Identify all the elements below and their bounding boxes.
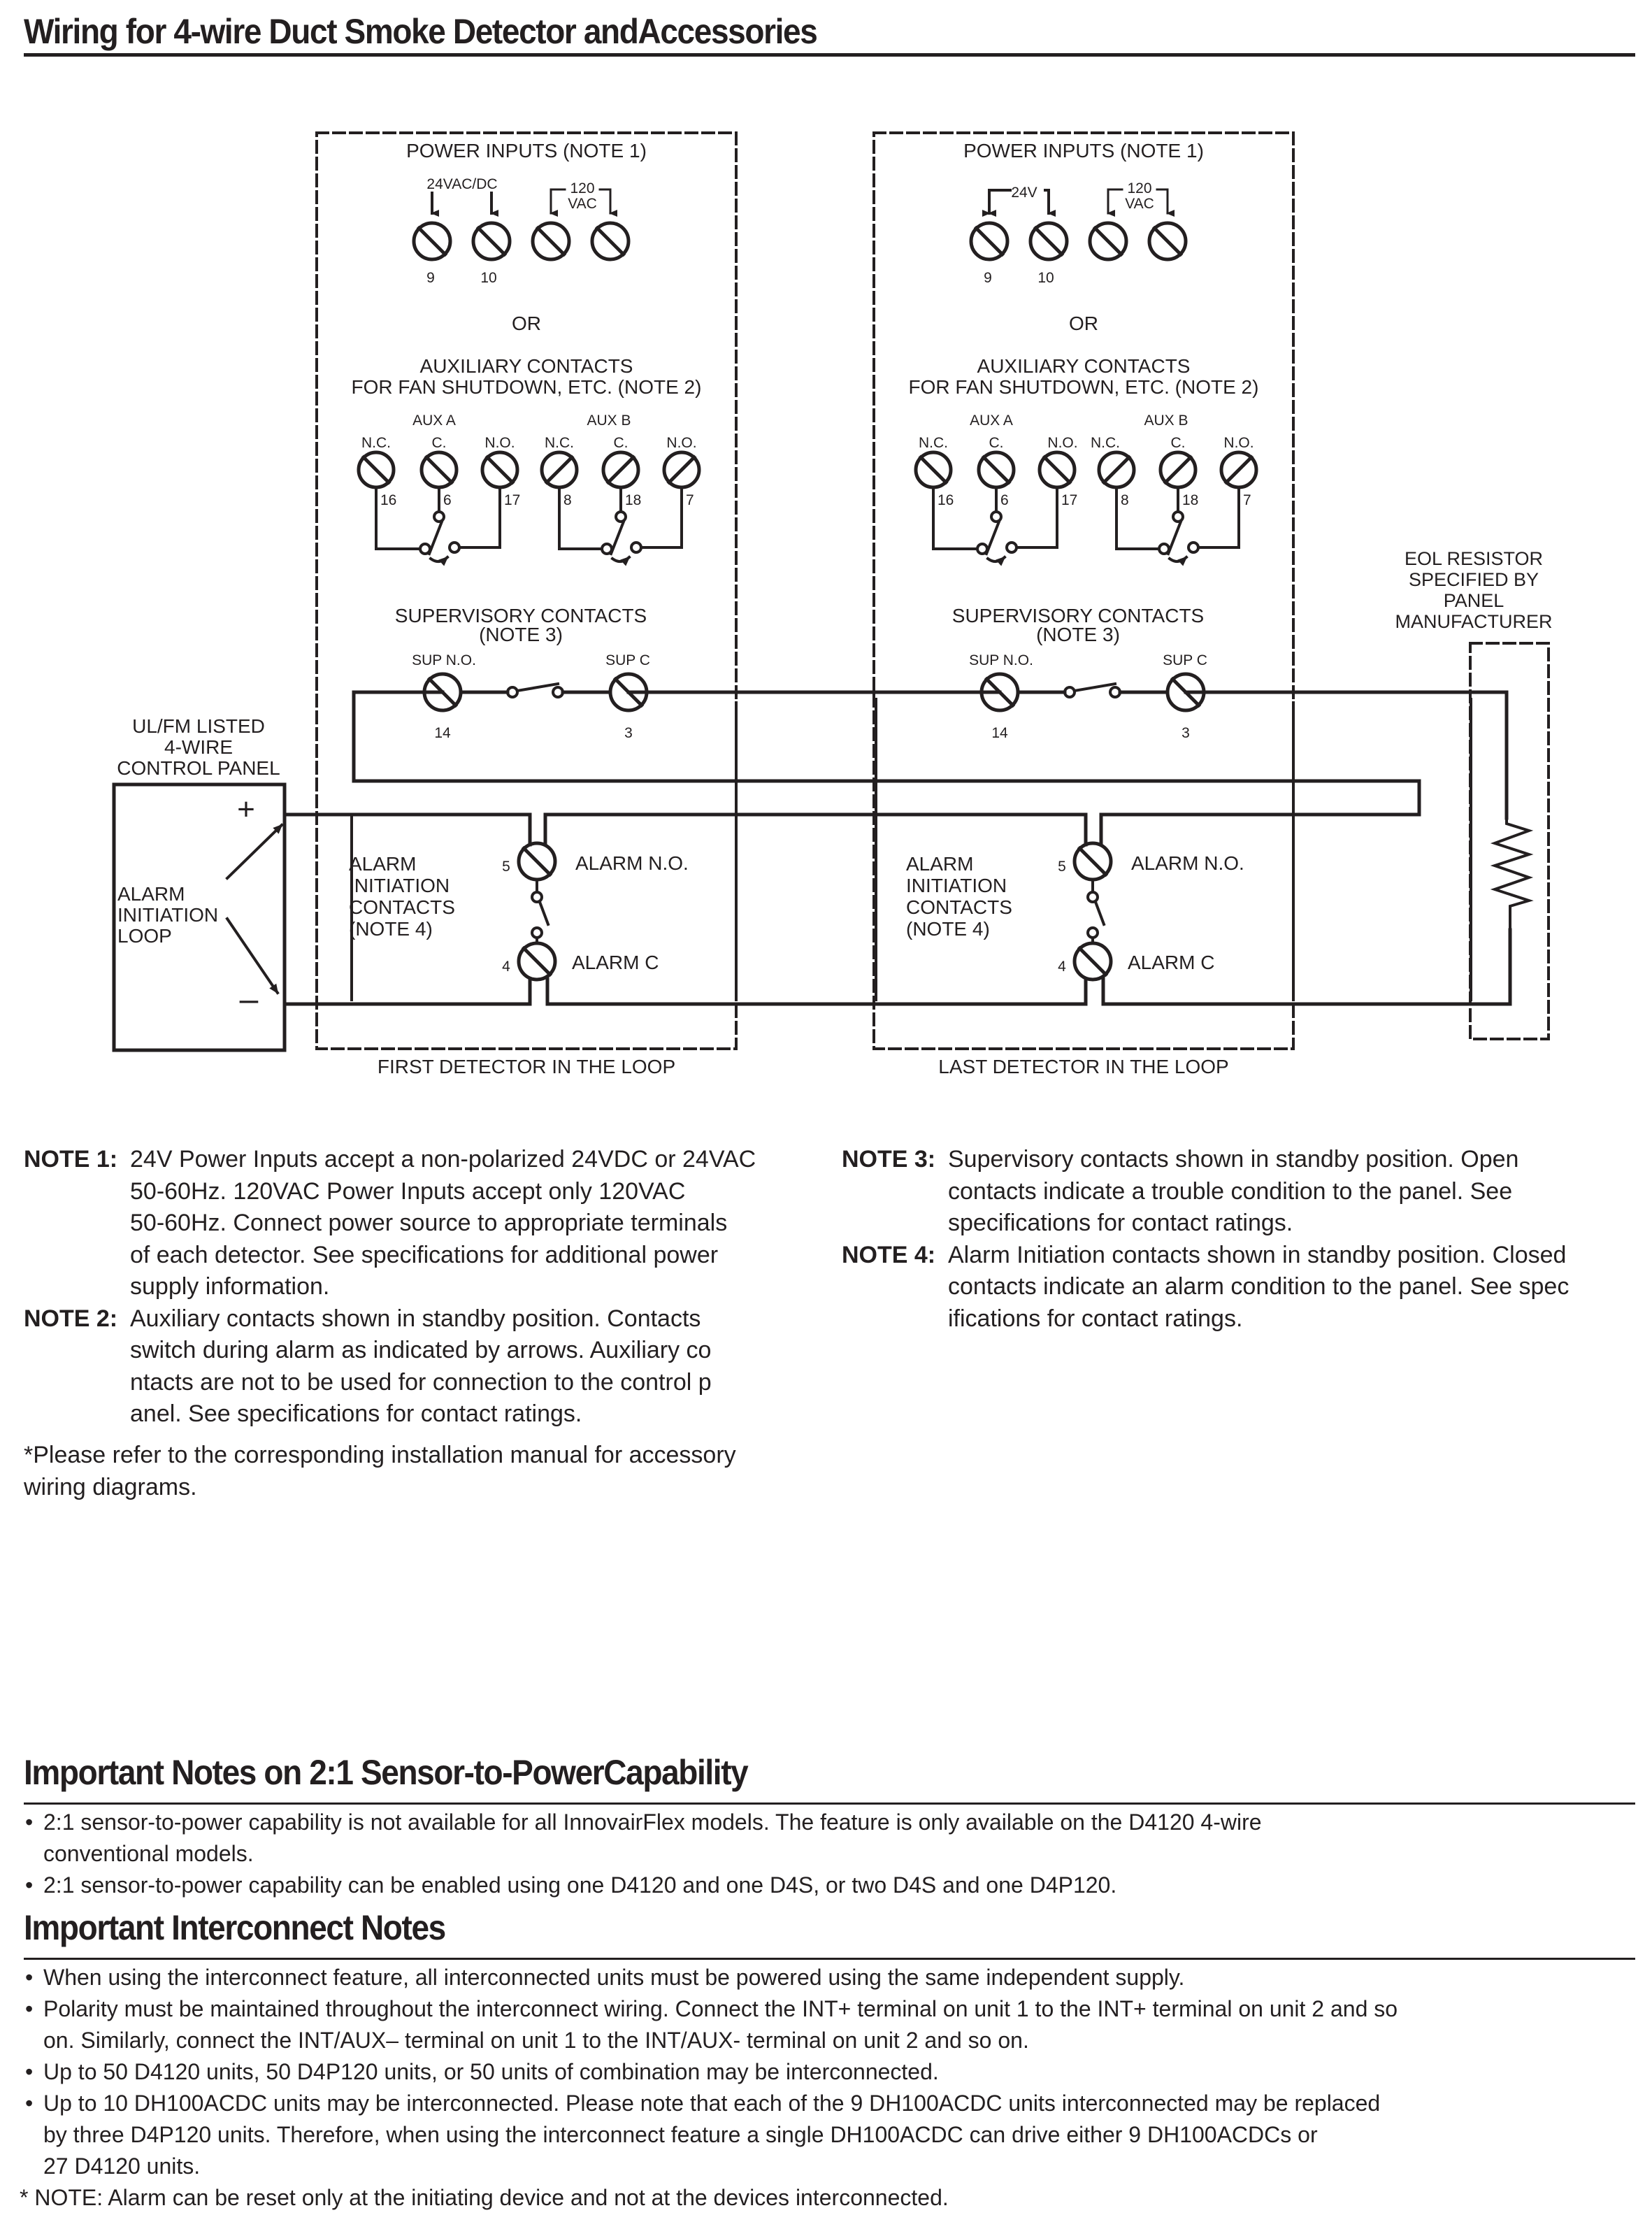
supervisory-title: (NOTE 3) <box>479 624 563 645</box>
control-panel-label: UL/FM LISTED <box>132 715 265 737</box>
detector-caption: LAST DETECTOR IN THE LOOP <box>938 1056 1229 1077</box>
contact-point-icon <box>977 544 987 554</box>
aux-wire <box>641 487 682 547</box>
alarm-contacts-label: (NOTE 4) <box>906 918 990 940</box>
contact-point-icon <box>1007 543 1017 552</box>
terminal-number: 10 <box>480 270 497 286</box>
aux-terminal-icon <box>422 452 457 487</box>
terminal-number: 14 <box>434 725 451 741</box>
power-bracket <box>600 189 610 204</box>
terminal-number: 17 <box>1061 492 1078 508</box>
aux-b-label: AUX B <box>587 413 631 429</box>
bullet-line: • Polarity must be maintained throughout the interconnect wiring. Connect the INT+ terminal on unit 1 to the INT+ terminal on unit 2 and so <box>43 1996 1398 2021</box>
alarm-minus-wire <box>547 979 1086 1004</box>
power-terminal-icon <box>1090 223 1126 259</box>
aux-a-label: AUX A <box>970 413 1013 429</box>
note-2-line: switch during alarm as indicated by arrows. Auxiliary co <box>130 1337 712 1363</box>
aux-terminal-icon <box>1221 452 1256 487</box>
aux-terminal-icon <box>664 452 699 487</box>
interconnect-bullet <box>24 1962 1624 1993</box>
or-label: OR <box>512 313 541 334</box>
supervisory-title: (NOTE 3) <box>1036 624 1120 645</box>
note-2 <box>24 1303 814 1431</box>
terminal-number: 4 <box>1058 959 1066 975</box>
alarm-no-terminal-icon <box>519 843 555 880</box>
alarm-no-label: ALARM N.O. <box>575 852 689 874</box>
alarm-no-label: ALARM N.O. <box>1131 852 1244 874</box>
bullet-line: • Up to 50 D4120 units, 50 D4P120 units, or 50 units of combination may be interconnected. <box>43 2059 939 2084</box>
aux-contact-label: N.C. <box>361 435 391 451</box>
sup-loop-wire <box>1186 692 1507 818</box>
sensor-bullet <box>24 1807 1624 1870</box>
supervisory-title: SUPERVISORY CONTACTS <box>951 605 1205 626</box>
aux-title: AUXILIARY CONTACTS <box>419 355 633 377</box>
terminal-number: 9 <box>984 270 992 286</box>
high-voltage-label: 120 <box>570 180 595 196</box>
power-inputs-title: POWER INPUTS (NOTE 1) <box>963 140 1204 162</box>
aux-contact-label: N.O. <box>1223 435 1254 451</box>
power-bracket <box>551 189 565 204</box>
contact-point-icon <box>1173 512 1183 522</box>
interconnect-section-heading: Important Interconnect Notes <box>24 1908 445 1947</box>
note-1-label: NOTE 1: <box>24 1146 118 1173</box>
power-terminal-icon <box>473 223 510 259</box>
aux-contact-label: C. <box>431 435 447 451</box>
interconnect-section-rule <box>24 1958 1635 1960</box>
control-panel-label: 4-WIRE <box>164 736 233 758</box>
alarm-plus-wire <box>285 815 530 845</box>
contact-point-icon <box>616 512 626 522</box>
switch-direction-arrow-icon <box>612 557 629 561</box>
minus-sign-icon: – <box>239 981 259 1018</box>
sup-c-label: SUP C <box>605 652 650 668</box>
terminal-number: 10 <box>1037 270 1054 286</box>
note-4-line: Alarm Initiation contacts shown in standby position. Closed <box>948 1241 1567 1268</box>
sup-switch-blade <box>1075 684 1115 691</box>
alarm-contacts-label: CONTACTS <box>349 896 455 918</box>
aux-terminal-icon <box>1040 452 1075 487</box>
high-voltage-label: 120 <box>1127 180 1152 196</box>
note-1-line: 50-60Hz. 120VAC Power Inputs accept only 120VAC <box>130 1177 686 1205</box>
notes-right <box>842 1144 1639 1335</box>
switch-direction-arrow-icon <box>988 557 1005 561</box>
alarm-contacts-label: (NOTE 4) <box>349 918 433 940</box>
terminal-number: 3 <box>1181 725 1190 741</box>
note-4-line: contacts indicate an alarm condition to the panel. See spec <box>948 1273 1570 1300</box>
terminal-number: 6 <box>1000 492 1009 508</box>
alarm-no-terminal-icon <box>1075 843 1111 880</box>
note-1-line: 24V Power Inputs accept a non-polarized 24VDC or 24VAC <box>130 1146 756 1173</box>
note-2-line: ntacts are not to be used for connection to the control p <box>130 1368 712 1396</box>
power-terminal-icon <box>1030 223 1067 259</box>
aux-terminal-icon <box>482 452 517 487</box>
aux-wire <box>1198 487 1239 547</box>
aux-contact-label: N.C. <box>545 435 574 451</box>
aux-wire <box>1017 487 1057 547</box>
switch-direction-arrow-icon <box>1170 557 1186 561</box>
terminal-number: 3 <box>624 725 633 741</box>
eol-resistor-label: MANUFACTURER <box>1395 611 1553 632</box>
aux-wire <box>459 487 500 547</box>
sensor-section-rule <box>24 1802 1635 1805</box>
eol-resistor-label: PANEL <box>1443 590 1504 611</box>
bullet-line: conventional models. <box>43 1841 254 1866</box>
contact-point-icon <box>450 543 459 552</box>
aux-terminal-icon <box>1099 452 1134 487</box>
eol-resistor-icon <box>1495 818 1529 930</box>
control-panel-label: CONTROL PANEL <box>117 757 280 779</box>
sup-no-label: SUP N.O. <box>412 652 476 668</box>
aux-contact-label: C. <box>613 435 629 451</box>
aux-terminal-icon <box>916 452 951 487</box>
aux-title: FOR FAN SHUTDOWN, ETC. (NOTE 2) <box>351 376 702 398</box>
note-2-line: anel. See specifications for contact ratings. <box>130 1400 582 1427</box>
alarm-c-label: ALARM C <box>572 952 659 973</box>
sensor-section-heading: Important Notes on 2:1 Sensor-to-PowerCapability <box>24 1753 748 1792</box>
footnote-line: *Please refer to the corresponding installation manual for accessory <box>24 1442 736 1468</box>
alarm-minus-wire <box>285 979 530 1004</box>
interconnect-bullet <box>24 1993 1624 2056</box>
eol-resistor-label: EOL RESISTOR <box>1404 548 1544 569</box>
note-1 <box>24 1144 814 1303</box>
terminal-number: 8 <box>1121 492 1129 508</box>
interconnect-bullet <box>24 2056 1624 2088</box>
contact-point-icon <box>420 544 430 554</box>
terminal-number: 8 <box>563 492 572 508</box>
power-terminal-icon <box>592 223 629 259</box>
terminal-number: 7 <box>1243 492 1251 508</box>
contact-point-icon <box>434 512 444 522</box>
alarm-contacts-label: CONTACTS <box>906 896 1012 918</box>
terminal-number: 18 <box>625 492 642 508</box>
aux-terminal-icon <box>359 452 394 487</box>
footnote-line: wiring diagrams. <box>24 1474 197 1500</box>
contact-point-icon <box>1088 928 1098 938</box>
contact-point-icon <box>1188 543 1198 552</box>
sup-no-label: SUP N.O. <box>969 652 1033 668</box>
terminal-number: 5 <box>502 859 510 875</box>
power-bracket <box>989 190 1010 213</box>
aux-contact-label: N.C. <box>919 435 948 451</box>
terminal-number: 16 <box>380 492 397 508</box>
contact-point-icon <box>631 543 641 552</box>
terminal-number: 9 <box>426 270 435 286</box>
note-3-line: specifications for contact ratings. <box>948 1210 1293 1236</box>
note-4 <box>842 1240 1639 1335</box>
power-bracket <box>1157 189 1168 204</box>
sup-switch-blade <box>517 684 558 691</box>
alarm-c-label: ALARM C <box>1128 952 1215 973</box>
note-3-line: Supervisory contacts shown in standby position. Open <box>948 1146 1519 1173</box>
aux-b-label: AUX B <box>1144 413 1188 429</box>
note-1-line: supply information. <box>130 1273 330 1300</box>
alarm-loop-label: INITIATION <box>117 904 219 926</box>
bullet-line: • Up to 10 DH100ACDC units may be interconnected. Please note that each of the 9 DH100ACDC units interconnected may be replaced <box>43 2091 1381 2116</box>
terminal-number: 4 <box>502 959 510 975</box>
note-2-line: Auxiliary contacts shown in standby position. Contacts <box>130 1305 701 1332</box>
note-3 <box>842 1144 1639 1240</box>
note-4-label: NOTE 4: <box>842 1241 936 1268</box>
contact-point-icon <box>1159 544 1169 554</box>
switch-direction-arrow-icon <box>431 557 447 561</box>
alarm-contacts-label: ALARM <box>906 853 974 875</box>
terminal-number: 16 <box>938 492 954 508</box>
terminal-number: 7 <box>686 492 694 508</box>
accessory-footnote <box>24 1439 800 1503</box>
sensor-section-list <box>24 1807 1624 1901</box>
note-3-line: contacts indicate a trouble condition to the panel. See <box>948 1177 1513 1205</box>
bullet-line: • When using the interconnect feature, all interconnected units must be powered using the same independent supply. <box>43 1965 1185 1990</box>
terminal-number: 5 <box>1058 859 1066 875</box>
note-3-label: NOTE 3: <box>842 1146 936 1173</box>
plus-sign-icon: + <box>237 792 255 826</box>
aux-contact-label: C. <box>989 435 1004 451</box>
contact-point-icon <box>991 512 1001 522</box>
notes-left <box>24 1144 814 1431</box>
note-1-line: 50-60Hz. Connect power source to appropriate terminals <box>130 1210 728 1236</box>
note-2-label: NOTE 2: <box>24 1305 118 1332</box>
alarm-contacts-label: ALARM <box>349 853 417 875</box>
alarm-c-terminal-icon <box>519 943 555 980</box>
detector-caption: FIRST DETECTOR IN THE LOOP <box>377 1056 676 1077</box>
aux-contact-label: N.C. <box>1091 435 1120 451</box>
sensor-bullet <box>24 1870 1624 1901</box>
alarm-plus-wire <box>545 815 1086 845</box>
power-terminal-icon <box>1149 223 1186 259</box>
aux-contact-label: N.O. <box>1047 435 1078 451</box>
power-inputs-title: POWER INPUTS (NOTE 1) <box>406 140 647 162</box>
eol-resistor-label: SPECIFIED BY <box>1408 569 1539 590</box>
interconnect-section-list <box>20 1962 1624 2214</box>
terminal-number: 6 <box>443 492 452 508</box>
high-voltage-label: VAC <box>568 196 597 212</box>
page-title: Wiring for 4-wire Duct Smoke Detector andAccessories <box>24 12 817 51</box>
aux-contact-label: N.O. <box>666 435 697 451</box>
alarm-contacts-label: INITIATION <box>349 875 450 896</box>
bullet-line: by three D4P120 units. Therefore, when using the interconnect feature a single DH100ACDC can drive either 9 DH100ACDCs or <box>43 2122 1318 2147</box>
high-voltage-label: VAC <box>1125 196 1154 212</box>
alarm-switch-blade <box>1096 902 1104 924</box>
aux-terminal-icon <box>603 452 638 487</box>
bullet-line: • 2:1 sensor-to-power capability is not available for all InnovairFlex models. The feature is only available on the D4120 4-wire <box>43 1809 1262 1835</box>
sup-c-label: SUP C <box>1163 652 1207 668</box>
aux-terminal-icon <box>979 452 1014 487</box>
bullet-line: • 2:1 sensor-to-power capability can be enabled using one D4120 and one D4S, or two D4S and one D4P120. <box>43 1872 1117 1898</box>
aux-contact-label: C. <box>1170 435 1186 451</box>
contact-point-icon <box>532 928 542 938</box>
power-terminal-icon <box>971 223 1007 259</box>
aux-title: AUXILIARY CONTACTS <box>977 355 1191 377</box>
wiring-diagram <box>0 0 1652 1091</box>
alarm-switch-blade <box>540 902 548 924</box>
alarm-c-terminal-icon <box>1075 943 1111 980</box>
bullet-line: on. Similarly, connect the INT/AUX– terminal on unit 1 to the INT/AUX- terminal on unit 2 and so on. <box>43 2028 1029 2053</box>
terminal-number: 18 <box>1182 492 1199 508</box>
aux-title: FOR FAN SHUTDOWN, ETC. (NOTE 2) <box>908 376 1259 398</box>
loop-arrow-plus <box>227 825 282 878</box>
alarm-loop-label: ALARM <box>117 883 185 905</box>
bullet-line: 27 D4120 units. <box>43 2153 201 2179</box>
note-1-line: of each detector. See specifications for additional power <box>130 1241 719 1268</box>
alarm-loop-label: LOOP <box>117 925 172 947</box>
alarm-contacts-label: INITIATION <box>906 875 1007 896</box>
aux-terminal-icon <box>1161 452 1195 487</box>
or-label: OR <box>1069 313 1098 334</box>
interconnect-footnote-text: * NOTE: Alarm can be reset only at the initiating device and not at the devices interconnected. <box>20 2185 949 2210</box>
terminal-number: 17 <box>504 492 521 508</box>
sup-loop-wire <box>354 692 1419 815</box>
interconnect-footnote <box>20 2182 1624 2214</box>
power-bracket <box>1108 189 1122 204</box>
terminal-number: 14 <box>991 725 1008 741</box>
aux-a-label: AUX A <box>412 413 456 429</box>
aux-terminal-icon <box>542 452 577 487</box>
note-4-line: ifications for contact ratings. <box>948 1305 1243 1332</box>
low-voltage-label: 24VAC/DC <box>426 176 498 192</box>
low-voltage-label: 24V <box>1011 185 1037 201</box>
power-terminal-icon <box>533 223 569 259</box>
aux-contact-label: N.O. <box>484 435 515 451</box>
power-terminal-icon <box>414 223 450 259</box>
interconnect-bullet <box>24 2088 1624 2182</box>
supervisory-title: SUPERVISORY CONTACTS <box>394 605 647 626</box>
contact-point-icon <box>602 544 612 554</box>
